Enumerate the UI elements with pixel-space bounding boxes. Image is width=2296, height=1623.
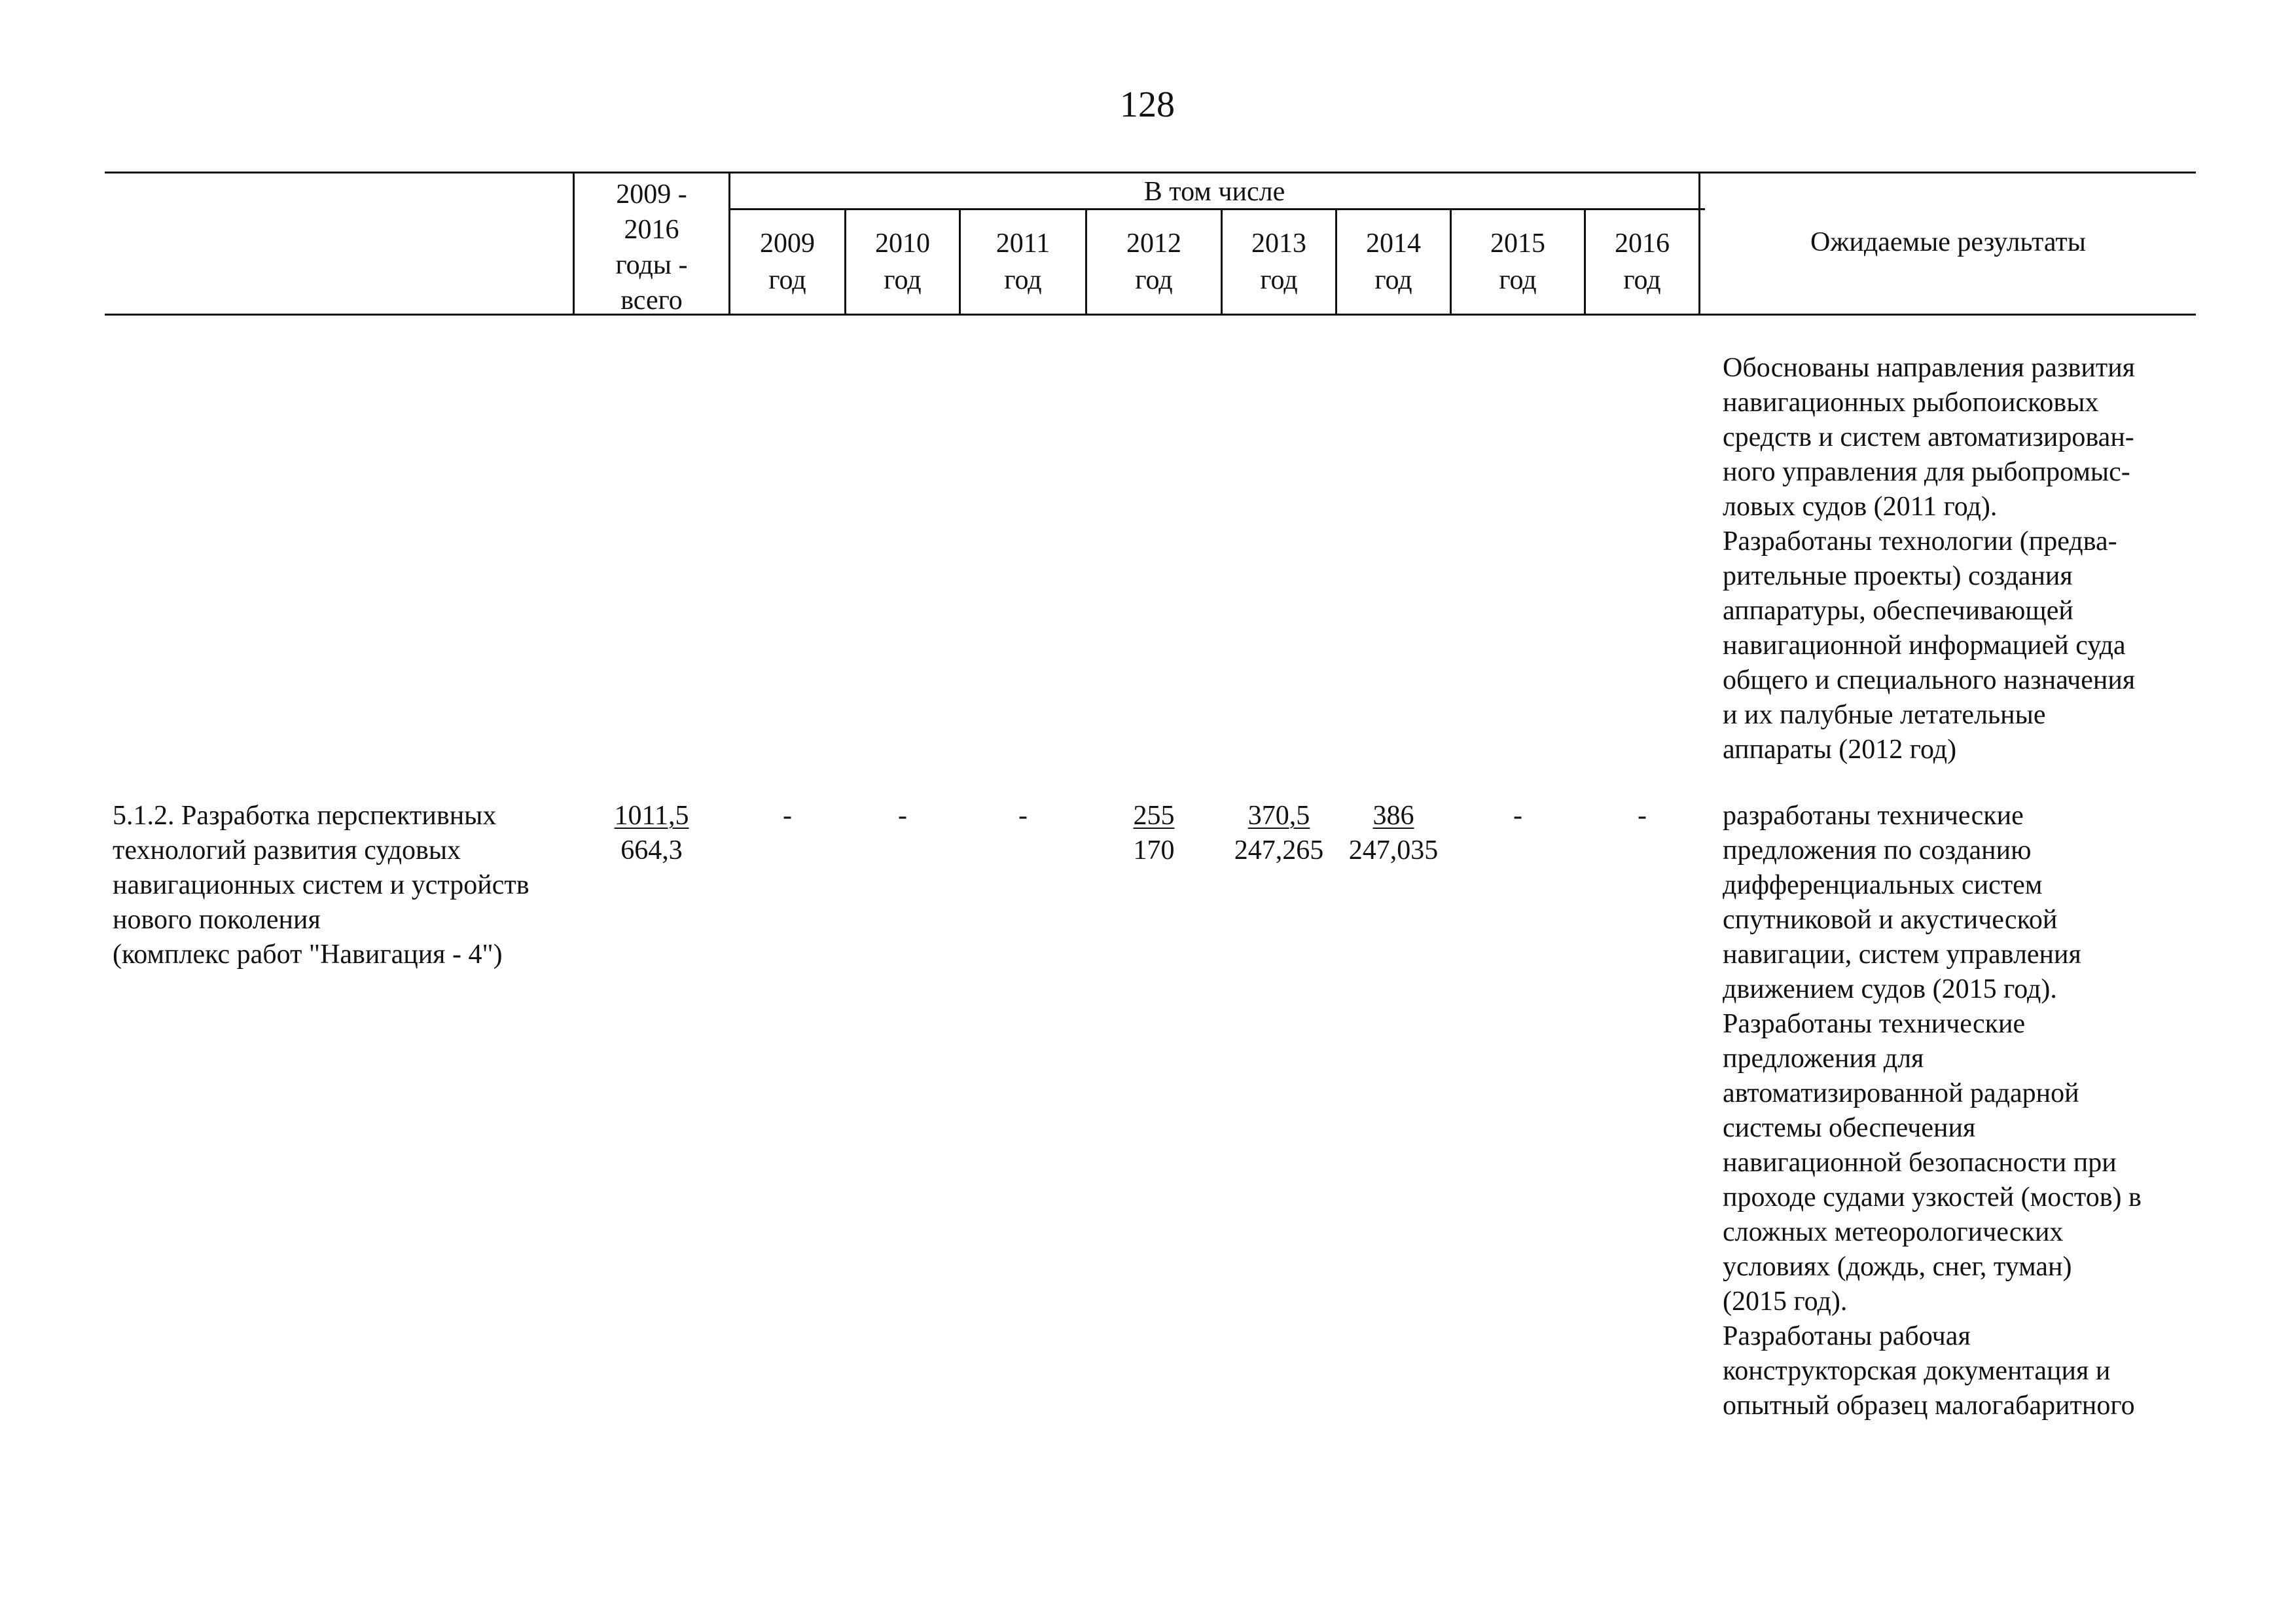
result-line: навигационных рыбопоисковых — [1723, 388, 2099, 418]
header-year-number: 2014 — [1366, 228, 1421, 259]
result-line: и их палубные летательные — [1723, 700, 2046, 730]
row-value-2013 — [1223, 799, 1335, 868]
result-line: спутниковой и акустической — [1723, 905, 2058, 935]
header-year-unit: год — [1499, 265, 1537, 295]
header-year-2009 — [730, 225, 844, 299]
row-value-2010 — [846, 799, 959, 833]
header-year-unit: год — [1135, 265, 1173, 295]
header-year-unit: год — [768, 265, 806, 295]
row-value-bottom: 170 — [1133, 835, 1175, 866]
header-results: Ожидаемые результаты — [1810, 227, 2086, 257]
result-line: Разработаны рабочая — [1723, 1321, 1971, 1351]
result-line: условиях (дождь, снег, туман) — [1723, 1252, 2072, 1282]
result-line: общего и специального назначения — [1723, 665, 2136, 695]
row-title-line: 5.1.2. Разработка перспективных — [113, 801, 497, 831]
header-year-number: 2015 — [1490, 228, 1545, 259]
result-line: Разработаны технические — [1723, 1009, 2026, 1039]
row-value-top: 386 — [1372, 801, 1414, 831]
row-value-bottom: 247,035 — [1348, 835, 1439, 866]
result-line: рительные проекты) создания — [1723, 561, 2073, 591]
result-line: средств и систем автоматизирован- — [1723, 422, 2134, 452]
row-value-top: 255 — [1133, 801, 1175, 831]
header-total-line: годы - — [615, 250, 688, 280]
header-top-rule — [105, 172, 2196, 173]
header-year-unit: год — [1260, 265, 1298, 295]
row-value-top: - — [783, 801, 792, 831]
header-year-unit: год — [884, 265, 922, 295]
result-line: аппараты (2012 год) — [1723, 735, 1957, 765]
header-year-unit: год — [1623, 265, 1661, 295]
row-value-2012 — [1087, 799, 1221, 868]
row-title-line: технологий развития судовых — [113, 835, 461, 866]
result-line: разработаны технические — [1723, 801, 2024, 831]
row-value-top: - — [1513, 801, 1522, 831]
result-line: Обоснованы направления развития — [1723, 353, 2135, 383]
row-title-line: нового поколения — [113, 905, 321, 935]
result-line: (2015 год). — [1723, 1286, 1848, 1317]
result-line: автоматизированной радарной — [1723, 1078, 2079, 1108]
row-value-2016 — [1586, 799, 1698, 833]
result-line: сложных метеорологических — [1723, 1217, 2064, 1247]
result-line: проходе судами узкостей (мостов) в — [1723, 1182, 2142, 1213]
header-year-2012 — [1087, 225, 1221, 299]
row-total — [575, 799, 728, 868]
row-total-value: 1011,5 — [614, 801, 689, 831]
header-year-number: 2013 — [1251, 228, 1306, 259]
result-line: Разработаны технологии (предва- — [1723, 526, 2117, 556]
header-year-number: 2016 — [1615, 228, 1670, 259]
header-including: В том числе — [1143, 177, 1285, 207]
row-title — [113, 799, 529, 972]
result-line: ного управления для рыбопромыс- — [1723, 457, 2130, 487]
result-line: предложения по созданию — [1723, 835, 2032, 866]
row-results — [1723, 799, 2246, 1423]
header-year-2010 — [846, 225, 959, 299]
result-line: аппаратуры, обеспечивающей — [1723, 596, 2073, 626]
result-line: навигации, систем управления — [1723, 939, 2081, 970]
result-line: навигационной безопасности при — [1723, 1148, 2117, 1178]
page-number: 128 — [1120, 84, 1175, 125]
result-line: опытный образец малогабаритного — [1723, 1391, 2135, 1421]
row-value-2011 — [961, 799, 1085, 833]
row-value-top: - — [1638, 801, 1647, 831]
row-title-line: навигационных систем и устройств — [113, 870, 529, 900]
header-year-2011 — [961, 225, 1085, 299]
header-total-line: всего — [620, 285, 683, 316]
header-year-2016 — [1586, 225, 1698, 299]
header-year-number: 2012 — [1126, 228, 1181, 259]
header-year-2015 — [1452, 225, 1584, 299]
result-line: движением судов (2015 год). — [1723, 974, 2057, 1004]
result-line: системы обеспечения — [1723, 1113, 1976, 1143]
header-year-number: 2010 — [875, 228, 930, 259]
row-value-2014 — [1337, 799, 1450, 868]
header-year-2013 — [1223, 225, 1335, 299]
header-year-2014 — [1337, 225, 1450, 299]
header-year-number: 2011 — [996, 228, 1050, 259]
row-value-2009 — [730, 799, 844, 833]
row-value-2015 — [1452, 799, 1584, 833]
row-value-bottom: 247,265 — [1234, 835, 1324, 866]
result-line: дифференциальных систем — [1723, 870, 2043, 900]
header-total-line: 2016 — [624, 215, 679, 245]
result-line: конструкторская документация и — [1723, 1356, 2111, 1386]
result-line: предложения для — [1723, 1044, 1924, 1074]
header-year-unit: год — [1374, 265, 1412, 295]
row-value-top: - — [898, 801, 907, 831]
result-line: ловых судов (2011 год). — [1723, 492, 1998, 522]
continued-results — [1723, 351, 2246, 767]
header-bottom-rule — [105, 314, 2196, 316]
row-total-federal: 664,3 — [620, 835, 683, 866]
header-total-line: 2009 - — [616, 179, 687, 210]
header-year-number: 2009 — [760, 228, 815, 259]
header-total — [575, 177, 728, 318]
header-year-unit: год — [1004, 265, 1042, 295]
row-title-line: (комплекс работ "Навигация - 4") — [113, 939, 503, 970]
row-value-top: - — [1018, 801, 1028, 831]
row-value-top: 370,5 — [1247, 801, 1310, 831]
result-line: навигационной информацией суда — [1723, 630, 2126, 661]
